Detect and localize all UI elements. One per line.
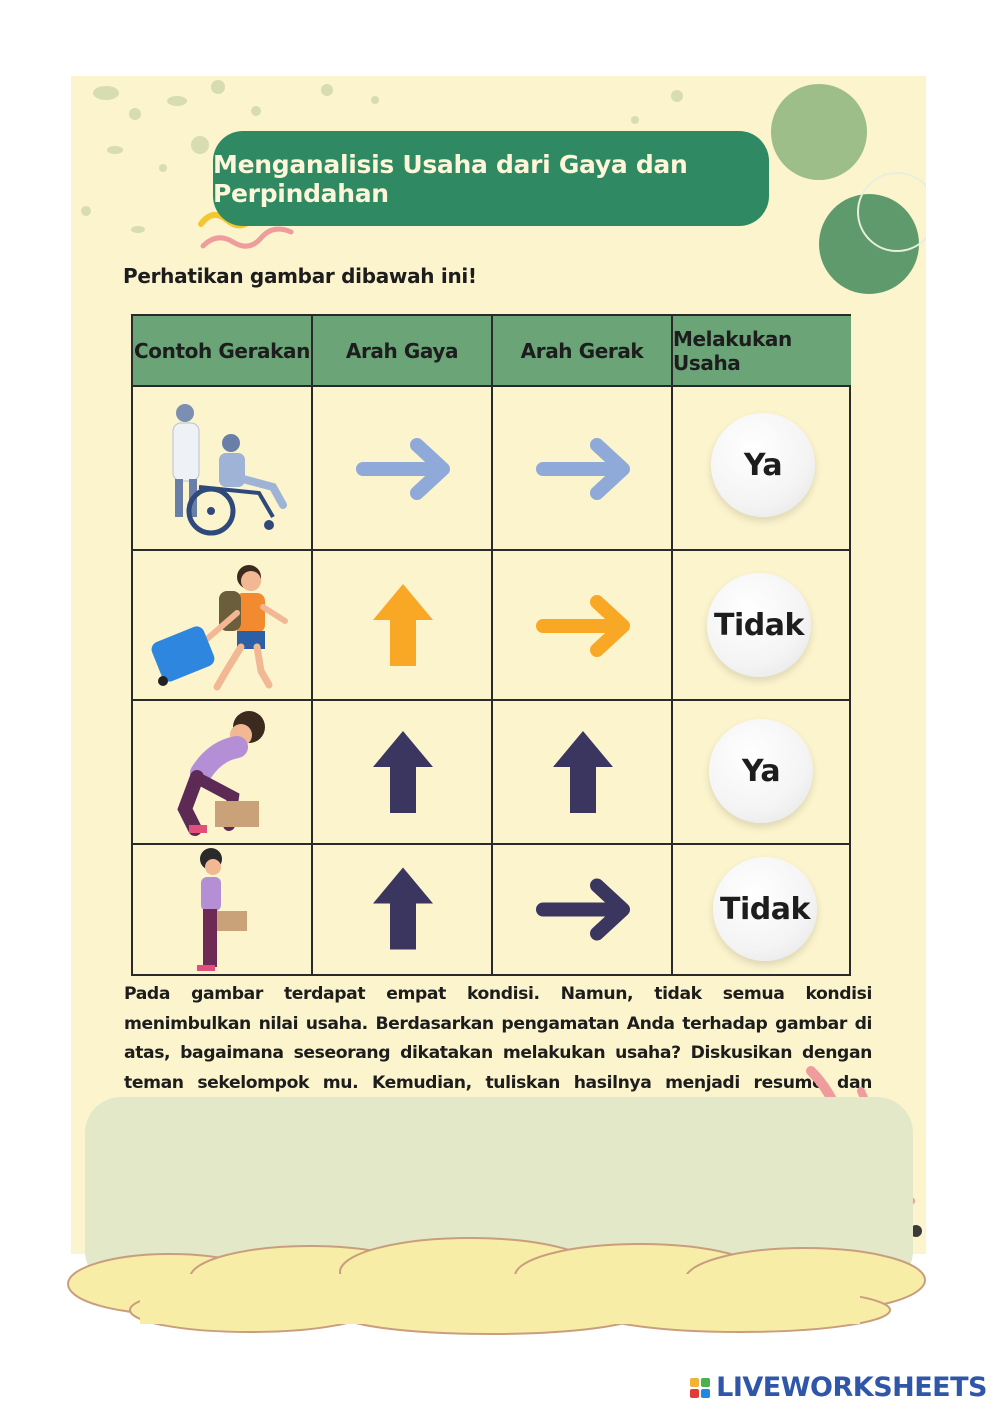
brand-logo-icon	[690, 1378, 710, 1398]
table-row-1-motion	[493, 387, 673, 551]
arrow-right-mark	[543, 602, 623, 650]
lift-box-icon	[133, 701, 313, 845]
page-title: Menganalisis Usaha dari Gaya dan Perpindahan	[213, 131, 769, 226]
table-row-3-force	[313, 701, 493, 845]
table-row-1-force	[313, 387, 493, 551]
header-arah-gaya: Arah Gaya	[313, 316, 493, 387]
force-arrow-icon	[313, 701, 493, 845]
table-row-3-answer	[673, 701, 851, 845]
answer-badge[interactable]: Ya	[709, 719, 813, 823]
table-row-4-answer	[673, 845, 851, 974]
answer-badge[interactable]: Ya	[711, 413, 815, 517]
cloud-decoration	[60, 1222, 950, 1342]
hold-box-walk-icon	[133, 845, 313, 974]
answer-badge[interactable]: Tidak	[707, 573, 811, 677]
header-contoh-gerakan: Contoh Gerakan	[133, 316, 313, 387]
table-row-2-example	[133, 551, 313, 701]
table-row-2-answer	[673, 551, 851, 701]
brand-logo-block	[701, 1378, 710, 1387]
brand-logo-block	[690, 1389, 699, 1398]
arrow-up-mark	[553, 731, 613, 813]
table-row-4-example	[133, 845, 313, 974]
answer-badge[interactable]: Tidak	[713, 857, 817, 961]
instruction-text: Perhatikan gambar dibawah ini!	[123, 264, 477, 288]
arrow-right-mark	[543, 886, 623, 934]
force-arrow-icon	[313, 845, 493, 974]
force-arrow-icon	[313, 551, 493, 701]
brand-logo	[690, 1372, 987, 1403]
brand-name: LIVEWORKSHEETS	[716, 1372, 987, 1403]
brand-logo-block	[690, 1378, 699, 1387]
table-row-3-example	[133, 701, 313, 845]
arrow-up-mark	[373, 731, 433, 813]
arrow-up-mark	[373, 584, 433, 666]
table-row-2-motion	[493, 551, 673, 701]
worksheet-page	[71, 76, 926, 1254]
motion-arrow-icon	[493, 551, 673, 701]
table-row-2-force	[313, 551, 493, 701]
header-melakukan-usaha: Melakukan Usaha	[673, 316, 851, 387]
arrow-up-mark	[373, 868, 433, 950]
motion-arrow-icon	[493, 701, 673, 845]
header-arah-gerak: Arah Gerak	[493, 316, 673, 387]
decorative-circle-top	[771, 84, 867, 180]
table-row-1-answer	[673, 387, 851, 551]
carry-backpack-walk-icon	[133, 551, 313, 701]
table-row-1-example	[133, 387, 313, 551]
wheelchair-push-icon	[133, 387, 313, 551]
table-row-4-force	[313, 845, 493, 974]
force-arrow-icon	[313, 387, 493, 551]
table-row-4-motion	[493, 845, 673, 974]
arrow-right-mark	[543, 445, 623, 493]
brand-logo-block	[701, 1389, 710, 1398]
arrow-right-mark	[363, 445, 443, 493]
instruction-paragraph: Pada gambar terdapat empat kondisi. Namun, tidak semua kondisi menimbulkan nilai usaha. Berdasarkan pengamatan Anda terhadap gambar di atas, bagaimana seseorang dikatakan melakukan usaha? Diskusikan dengan teman sekelompok mu. Kemudian, tuliskan hasilnya menjadi resume dan	[124, 984, 872, 1093]
motion-arrow-icon	[493, 845, 673, 974]
table-row-3-motion	[493, 701, 673, 845]
motion-arrow-icon	[493, 387, 673, 551]
motion-table	[131, 314, 851, 976]
